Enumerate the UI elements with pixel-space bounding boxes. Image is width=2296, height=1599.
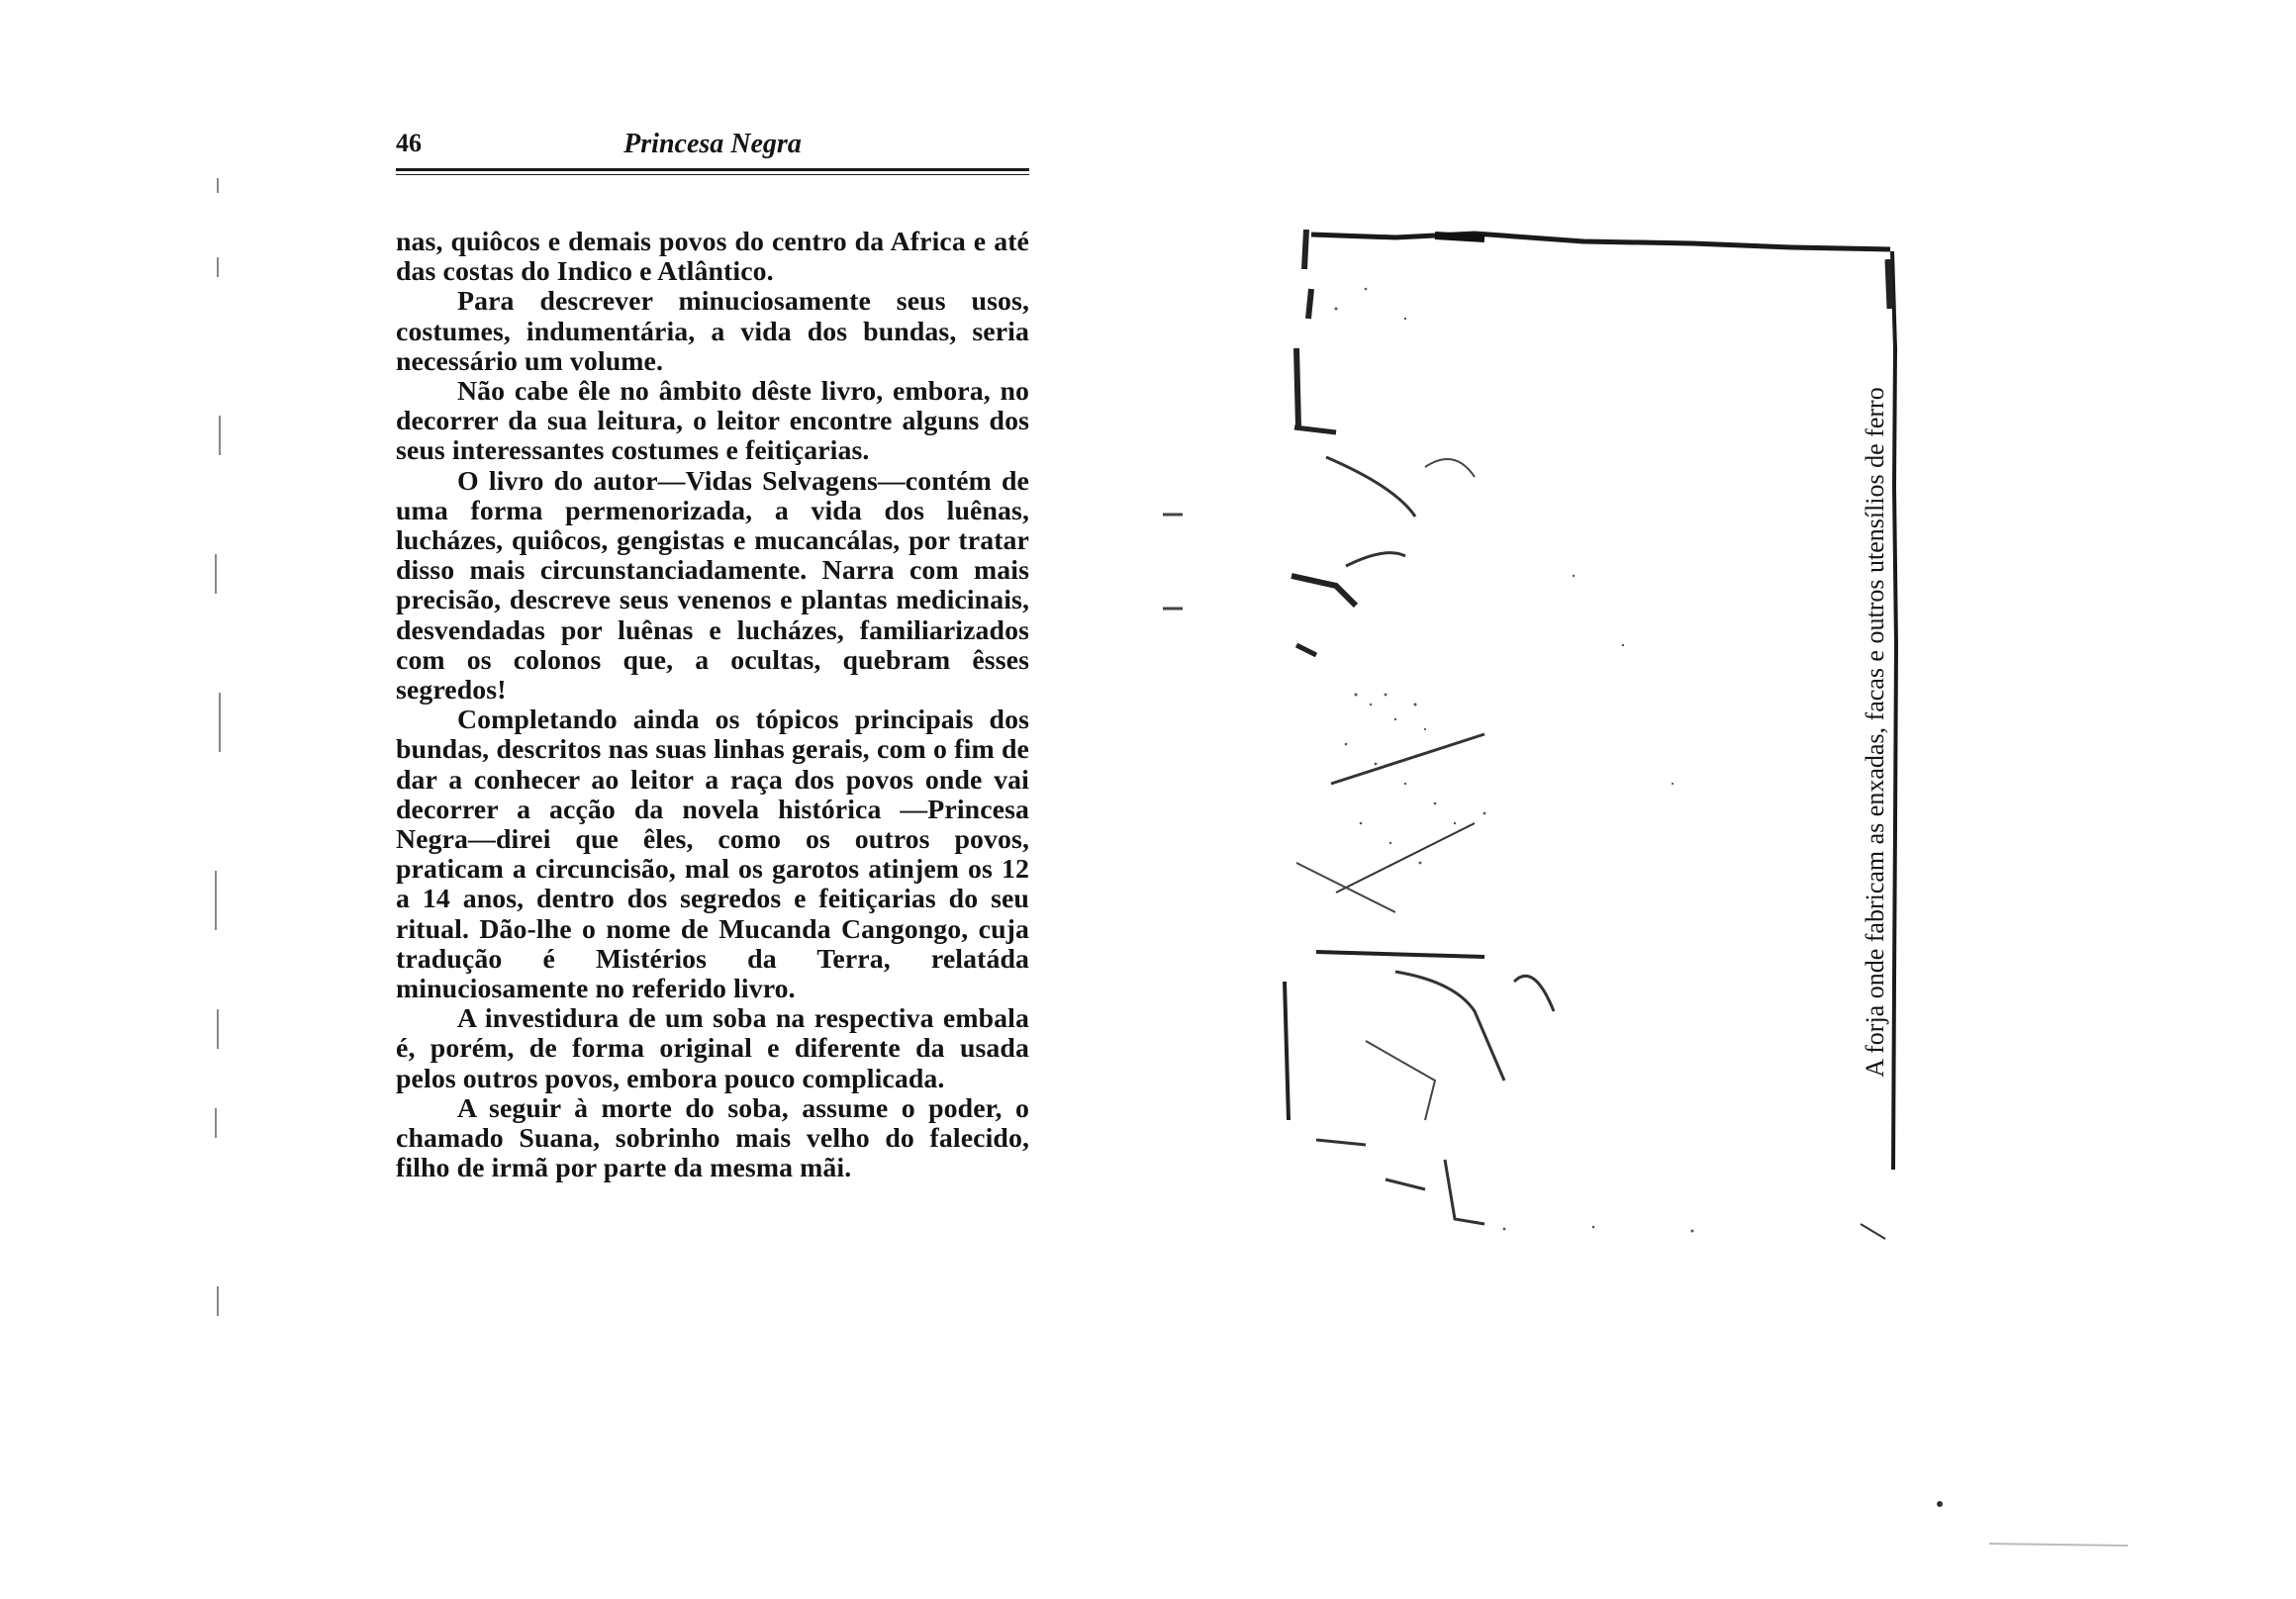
paragraph-1: nas, quiôcos e demais povos do centro da Africa e até das costas do Indico e Atlântico. xyxy=(396,227,1029,288)
running-title: Princesa Negra xyxy=(623,129,802,159)
paragraph-7: A seguir à morte do soba, assume o poder, o chamado Suana, sobrinho mais velho do falecido, filho de irmã por parte da mesma mãi. xyxy=(396,1092,1029,1184)
paragraph-3: Não cabe êle no âmbito dêste livro, embora, no decorrer da sua leitura, o leitor encontre alguns dos seus interessantes costumes e feitiçarias. xyxy=(396,376,1029,467)
paragraph-5: Completando ainda os tópicos principais dos bundas, descritos nas suas linhas gerais, com o fim de dar a conhecer ao leitor a raça dos povos onde vai decorrer a acção da novela histórica —Princesa Negra—direi que êles, como os outros povos, praticam a circuncisão, mal os garotos atinjem os 12 a 14 anos, dentro dos segredos e feitiçarias do seu ritual. Dão-lhe o nome de Mucanda Cangongo, cuja tradução é Mistérios da Terra, relatáda minuciosamente no referido livro. xyxy=(396,705,1029,1005)
page-number: 46 xyxy=(396,129,422,157)
paragraph-4: O livro do autor—Vidas Selvagens—contém de uma forma permenorizada, a vida dos luênas, lucházes, quiôcos, gengistas e mucancálas, por tratar disso mais circunstanciadamente. Narra com mais precisão, descreve seus venenos e plantas medicinais, desvendadas por luênas e lucházes, familiarizados com os colonos que, a ocultas, quebram êsses segredos! xyxy=(396,465,1029,706)
plate-caption: A forja onde fabricam as enxadas, facas e outros utensílios de ferro xyxy=(1861,387,1889,1078)
paragraph-2: Para descrever minuciosamente seus usos, costumes, indumentária, a vida dos bundas, seria necessário um volume. xyxy=(396,286,1029,377)
paragraph-6: A investidura de um soba na respectiva embala é, porém, de forma original e diferente da usada pelos outros povos, embora pouco complicada. xyxy=(396,1003,1029,1094)
